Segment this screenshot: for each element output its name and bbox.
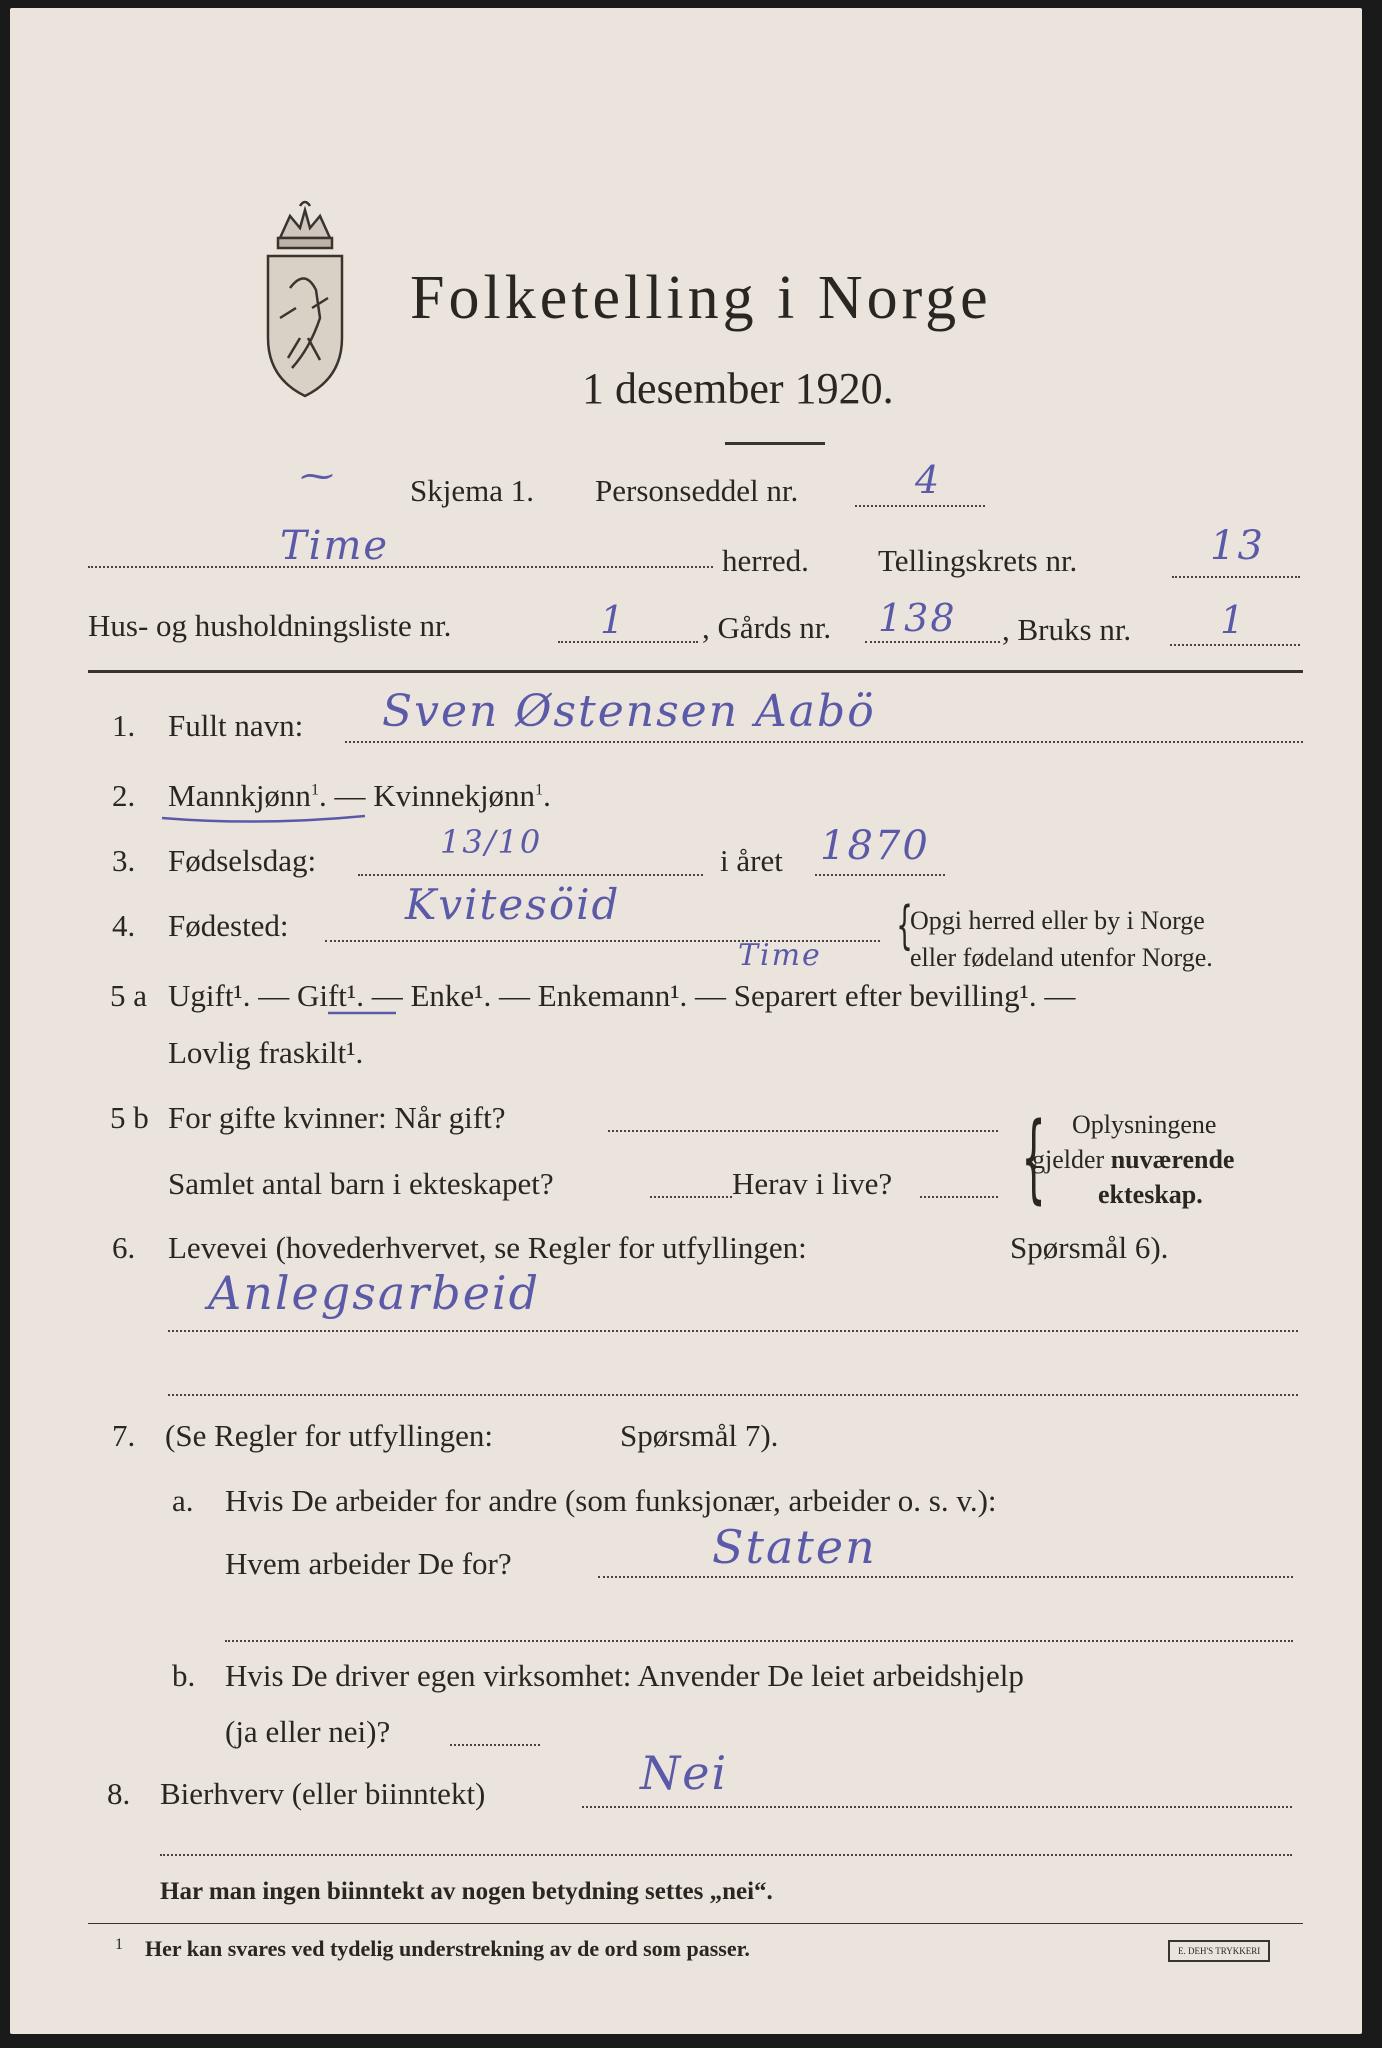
- q3-number: 3.: [112, 843, 136, 878]
- personseddel-value[interactable]: 4: [915, 458, 942, 502]
- herred-label: herred.: [722, 543, 809, 578]
- q6-line-1: [168, 1330, 1298, 1332]
- q2-sup-2: 1: [535, 781, 544, 799]
- bruks-line: [1170, 644, 1300, 646]
- tellingskrets-label: Tellingskrets nr.: [878, 543, 1078, 578]
- mannkjonn-option[interactable]: Mannkjønn: [168, 778, 311, 813]
- q2-end: .: [543, 778, 551, 813]
- q5b-line-2a: Samlet antal barn i ekteskapet?: [168, 1166, 554, 1201]
- skjema-label: Skjema 1.: [410, 473, 534, 508]
- q7a-line: [598, 1576, 1293, 1578]
- footer-note: Har man ingen biinntekt av nogen betydning settes „nei“.: [160, 1878, 773, 1905]
- q7a-number: a.: [172, 1483, 194, 1518]
- q5b-married-line: [608, 1130, 998, 1132]
- q8-line: [582, 1806, 1292, 1808]
- q6-line-2: [168, 1394, 1298, 1396]
- birthplace-value[interactable]: Kvitesöid: [405, 880, 621, 929]
- q8-number: 8.: [107, 1776, 131, 1811]
- q6-number: 6.: [112, 1230, 136, 1265]
- footnote-rule: [88, 1923, 1303, 1924]
- bruks-label: , Bruks nr.: [1002, 612, 1132, 647]
- birthplace-value-2[interactable]: Time: [738, 938, 822, 973]
- q6-label-2: Spørsmål 6).: [1010, 1230, 1169, 1265]
- bruks-value[interactable]: 1: [1220, 598, 1247, 642]
- q1-line: [345, 741, 1303, 743]
- gards-value[interactable]: 138: [878, 596, 957, 640]
- q2-sup-1: 1: [310, 781, 319, 799]
- q7b-line-1: Hvis De driver egen virksomhet: Anvender De leiet arbeidshjelp: [225, 1658, 1024, 1693]
- q4-label: Fødested:: [168, 908, 289, 943]
- form-title: Folketelling i Norge: [410, 264, 992, 332]
- q3-line: [358, 874, 703, 876]
- q2-dash: . —: [318, 778, 366, 813]
- q5b-note-3: ekteskap.: [1098, 1180, 1203, 1209]
- q7-label: (Se Regler for utfyllingen:: [165, 1418, 493, 1453]
- q8-line-2: [160, 1854, 1292, 1856]
- q5b-line-1: For gifte kvinner: Når gift?: [168, 1100, 506, 1135]
- gift-underline: [326, 1008, 398, 1018]
- q7b-line-2: (ja eller nei)?: [225, 1714, 391, 1749]
- q5b-line-2b: Herav i live?: [732, 1166, 893, 1201]
- q3-label: Fødselsdag:: [168, 843, 317, 878]
- husliste-label: Hus- og husholdningsliste nr.: [88, 608, 452, 643]
- husliste-line: [558, 641, 698, 643]
- q5b-note-1: Oplysningene: [1072, 1110, 1217, 1139]
- q4-note-2: eller fødeland utenfor Norge.: [910, 943, 1213, 972]
- q5a-line-2[interactable]: Lovlig fraskilt¹.: [168, 1035, 364, 1070]
- mark-scribble: ⁓: [300, 456, 336, 496]
- footnote-text: Her kan svares ved tydelig understrekning av de ord som passer.: [145, 1936, 750, 1961]
- kvinnekjonn-option[interactable]: Kvinnekjønn: [373, 778, 536, 813]
- q7b-line: [450, 1744, 540, 1746]
- q4-number: 4.: [112, 908, 136, 943]
- mannkjonn-underline: [160, 808, 370, 828]
- footnote-number: 1: [115, 1936, 123, 1953]
- q8-label: Bierhverv (eller biinntekt): [160, 1776, 486, 1811]
- q3-year-line: [815, 874, 945, 876]
- husliste-value[interactable]: 1: [600, 598, 627, 642]
- q2-number: 2.: [112, 778, 136, 813]
- side-income-value[interactable]: Nei: [640, 1746, 729, 1800]
- q7a-line-extra: [225, 1640, 1293, 1642]
- q1-label: Fullt navn:: [168, 708, 304, 743]
- personseddel-label: Personseddel nr.: [595, 473, 799, 508]
- employer-value[interactable]: Staten: [712, 1520, 877, 1574]
- q3-year-label: i året: [720, 843, 783, 878]
- q6-label: Levevei (hovederhvervet, se Regler for utfyllingen:: [168, 1230, 807, 1265]
- herred-value[interactable]: Time: [280, 523, 390, 569]
- birthyear-value[interactable]: 1870: [820, 823, 930, 869]
- q7b-number: b.: [172, 1658, 196, 1693]
- herred-line: [88, 566, 713, 568]
- printer-stamp: E. DEH'S TRYKKERI: [1168, 1940, 1270, 1962]
- tellingskrets-line: [1172, 576, 1300, 578]
- q5a-options[interactable]: Ugift¹. — Gift¹. — Enke¹. — Enkemann¹. — Separert efter bevilling¹. —: [168, 978, 1076, 1013]
- q7a-line-2: Hvem arbeider De for?: [225, 1546, 512, 1581]
- q5b-alive-line: [920, 1196, 998, 1198]
- q5b-note-2b: nuværende: [1110, 1145, 1235, 1174]
- q4-note-1: Opgi herred eller by i Norge: [910, 906, 1205, 935]
- q5b-brace: {: [1021, 1102, 1046, 1214]
- q7-number: 7.: [112, 1418, 136, 1453]
- q5b-note-2: [1032, 1145, 1234, 1175]
- gards-label: , Gårds nr.: [702, 610, 832, 645]
- personseddel-line: [855, 505, 985, 507]
- title-divider: [725, 442, 825, 445]
- q4-brace: {: [896, 896, 913, 956]
- occupation-value[interactable]: Anlegsarbeid: [208, 1266, 541, 1320]
- tellingskrets-value[interactable]: 13: [1210, 523, 1265, 569]
- q5b-number: 5 b: [110, 1100, 149, 1135]
- q5b-children-line: [650, 1196, 732, 1198]
- form-date: 1 desember 1920.: [582, 364, 894, 413]
- q5a-number: 5 a: [110, 978, 148, 1013]
- census-form: [10, 8, 1362, 2034]
- q7-label-2: Spørsmål 7).: [620, 1418, 779, 1453]
- norwegian-coat-of-arms-icon: [250, 198, 360, 408]
- q7a-line-1: Hvis De arbeider for andre (som funksjonær, arbeider o. s. v.):: [225, 1483, 997, 1518]
- gards-line: [865, 641, 1000, 643]
- header-rule: [88, 670, 1303, 673]
- birthdate-value[interactable]: 13/10: [440, 823, 543, 861]
- full-name-value[interactable]: Sven Østensen Aabö: [382, 686, 876, 737]
- q1-number: 1.: [112, 708, 136, 743]
- q5b-note-2a: gjelder: [1032, 1145, 1111, 1174]
